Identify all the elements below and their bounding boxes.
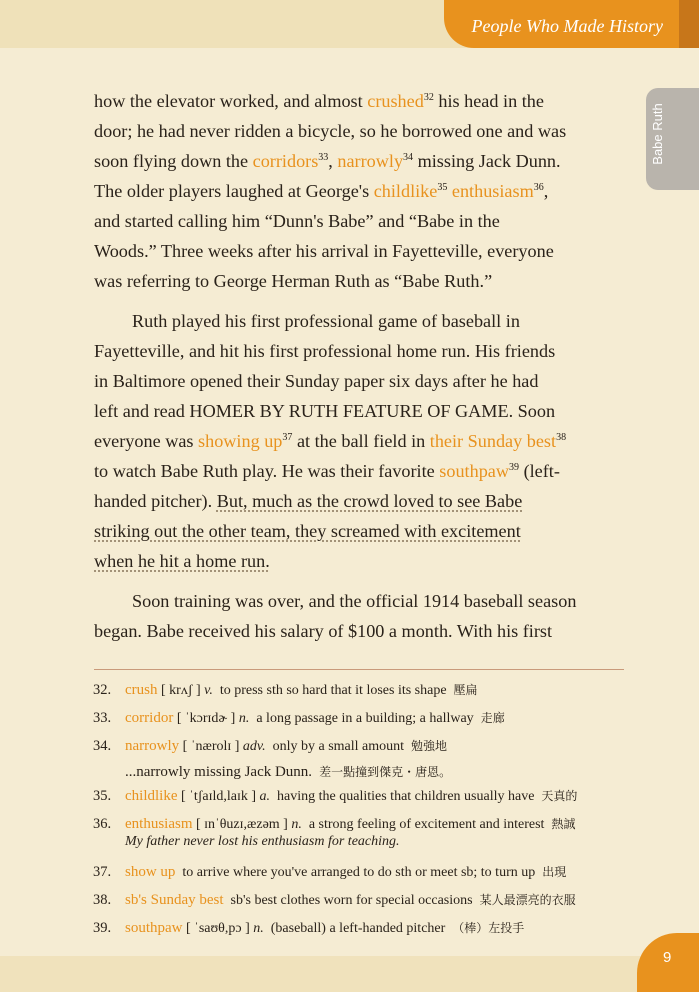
vocab-word[interactable]: narrowly bbox=[337, 151, 404, 171]
glossary-word[interactable]: show up bbox=[125, 864, 176, 880]
vocab-word[interactable]: crushed bbox=[367, 91, 424, 111]
text-line: to watch Babe Ruth play. He was their favorite southpaw$^{39}$ (left- bbox=[94, 461, 560, 481]
glossary-item: 38. sb's Sunday best sb's best clothes worn for special occasions 某人最漂亮的衣服 bbox=[93, 892, 576, 908]
vocab-word[interactable]: showing up bbox=[198, 431, 283, 451]
glossary-example: My father never lost his enthusiasm for teaching. bbox=[125, 834, 400, 849]
text-line: Fayetteville, and hit his first professional home run. His friends bbox=[94, 341, 556, 361]
glossary-item: 32. crush [ krʌʃ ] v. to press sth so hard that it loses its shape 壓扁 bbox=[93, 682, 478, 698]
vocab-word[interactable]: their Sunday best bbox=[429, 431, 557, 451]
text-line: Soon training was over, and the official 1914 baseball season bbox=[132, 591, 577, 611]
text-line: The older players laughed at George's childlike$^{35}$ enthusiasm$^{36}$, bbox=[94, 181, 549, 201]
grammar-highlight: But, much as the crowd loved to see Babe bbox=[216, 491, 523, 511]
glossary-word[interactable]: crush bbox=[125, 682, 158, 698]
text-line bbox=[94, 516, 630, 546]
header-tab bbox=[444, 0, 699, 48]
page-curl bbox=[679, 0, 699, 48]
footer-band bbox=[0, 956, 699, 992]
vocab-word[interactable]: enthusiasm bbox=[451, 181, 534, 201]
text-line: began. Babe received his salary of $100 a month. With his first bbox=[94, 621, 553, 641]
page-number: 9 bbox=[663, 949, 672, 966]
text-line bbox=[94, 546, 630, 576]
story-text bbox=[94, 86, 630, 646]
grammar-highlight: striking out the other team, they screamed with excitement bbox=[94, 521, 521, 541]
glossary-item: 35. childlike [ ˈtʃaɪld,laɪk ] a. having the qualities that children usually have 天真的 bbox=[93, 788, 578, 804]
text-line: how the elevator worked, and almost crushed$^{32}$ his head in the bbox=[94, 91, 544, 111]
glossary-example: ...narrowly missing Jack Dunn. 差一點撞到傑克・唐恩。 bbox=[125, 764, 452, 780]
glossary-item: 39. southpaw [ ˈsaʊθ,pɔ ] n. (baseball) a left-handed pitcher （棒）左投手 bbox=[93, 920, 525, 936]
glossary-word[interactable]: childlike bbox=[125, 788, 178, 804]
divider bbox=[94, 669, 624, 670]
text-line: left and read HOMER BY RUTH FEATURE OF GAME. Soon bbox=[94, 401, 556, 421]
text-line: Ruth played his first professional game of baseball in bbox=[132, 311, 520, 331]
glossary-word[interactable]: enthusiasm bbox=[125, 816, 193, 832]
page-number-tab bbox=[637, 933, 699, 992]
text-line: and started calling him “Dunn's Babe” and “Babe in the bbox=[94, 211, 500, 231]
text-line: everyone was showing $up^{37}$ at the ball field in their Sunday best$^{38}$ bbox=[94, 431, 567, 451]
glossary-item: 33. corridor [ ˈkɔrɪdɚ ] n. a long passage in a building; a hallway 走廊 bbox=[93, 710, 505, 726]
chapter-tab-label: Babe Ruth bbox=[650, 103, 665, 165]
glossary-item: 34. narrowly [ ˈnærolɪ ] adv. only by a small amount 勉強地 bbox=[93, 738, 448, 754]
glossary-word[interactable]: sb's Sunday best bbox=[125, 892, 224, 908]
glossary-word[interactable]: narrowly bbox=[125, 738, 180, 754]
text-line: Woods.” Three weeks after his arrival in Fayetteville, everyone bbox=[94, 241, 554, 261]
book-title: People Who Made History bbox=[471, 16, 663, 36]
chapter-tab bbox=[646, 88, 699, 190]
glossary-word[interactable]: southpaw bbox=[125, 920, 183, 936]
glossary-word[interactable]: corridor bbox=[125, 710, 174, 726]
grammar-highlight: when he hit a home run. bbox=[94, 551, 270, 571]
text-line: soon flying down the corridors$^{33}$, narrowly$^{34}$ missing Jack Dunn. bbox=[94, 151, 561, 171]
text-line: was referring to George Herman Ruth as “Babe Ruth.” bbox=[94, 271, 493, 291]
glossary-item: 36. enthusiasm [ ɪnˈθuzɪ,æzəm ] n. a strong feeling of excitement and interest 熱誠 bbox=[93, 816, 576, 832]
text-line: handed pitcher). But, much as the crowd loved to see Babe bbox=[94, 491, 523, 511]
vocab-word[interactable]: corridors bbox=[252, 151, 319, 171]
vocab-word[interactable]: southpaw bbox=[439, 461, 510, 481]
text-line: door; he had never ridden a bicycle, so he borrowed one and was bbox=[94, 121, 567, 141]
glossary-item: 37. show up to arrive where you've arranged to do sth or meet sb; to turn up 出現 bbox=[93, 864, 567, 880]
text-line: in Baltimore opened their Sunday paper six days after he had bbox=[94, 371, 539, 391]
vocab-word[interactable]: childlike bbox=[373, 181, 438, 201]
